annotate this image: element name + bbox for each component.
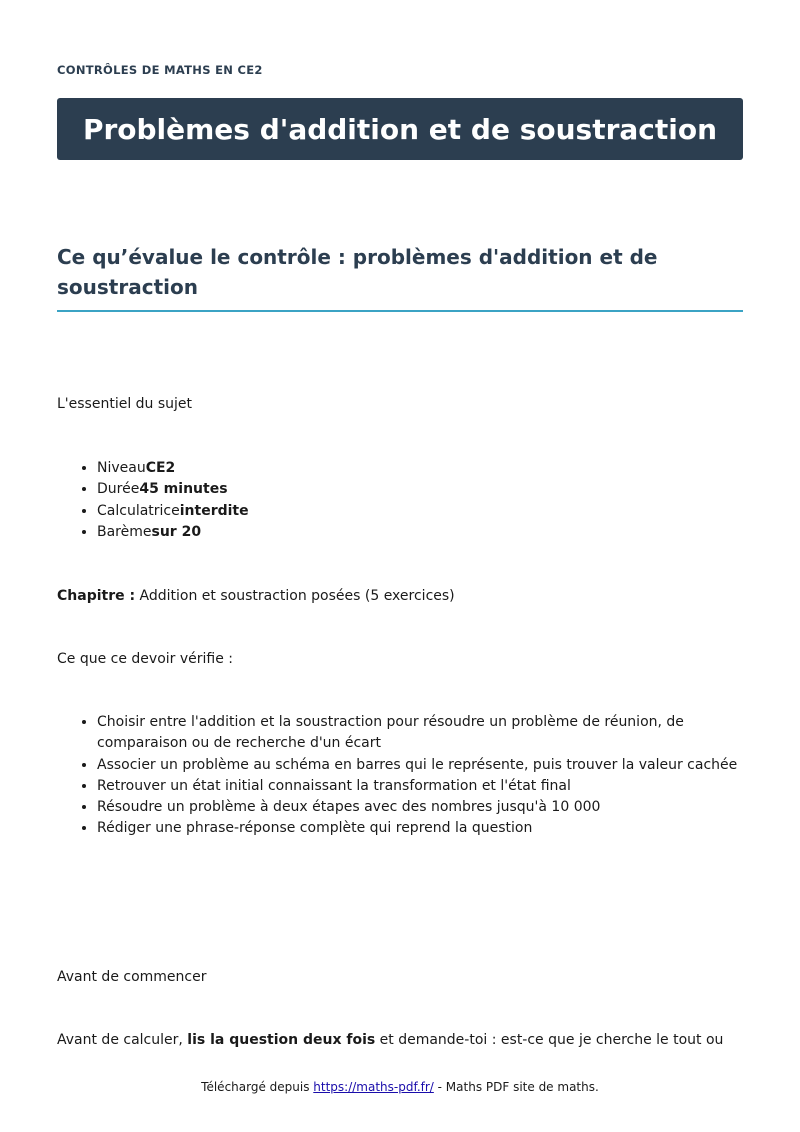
chapitre-line (57, 586, 455, 607)
page-footer (0, 1080, 800, 1094)
item-key: Barème (97, 523, 152, 540)
avant-text-bold: lis la question deux fois (187, 1032, 376, 1048)
essentiel-list (57, 458, 743, 543)
item-value: sur 20 (151, 523, 202, 540)
list-item: • Retrouver un état initial connaissant la transformation et l'état final (97, 776, 743, 797)
title-banner (57, 98, 743, 160)
item-value: interdite (179, 502, 249, 519)
footer-suffix: - Maths PDF site de maths. (433, 1080, 599, 1094)
list-item: • Associer un problème au schéma en barres qui le représente, puis trouver la valeur cachée (97, 755, 743, 776)
series-kicker: CONTRÔLES DE MATHS EN CE2 (57, 63, 263, 77)
list-item (97, 501, 743, 522)
section-heading: Ce qu’évalue le contrôle : problèmes d'addition et de soustraction (57, 242, 743, 312)
item-key: Durée (97, 481, 140, 498)
list-item: • Rédiger une phrase-réponse complète qui reprend la question (97, 818, 743, 839)
chapitre-text: Addition et soustraction posées (5 exercices) (135, 588, 455, 604)
list-item (97, 479, 743, 500)
verifie-list (57, 712, 743, 840)
footer-link[interactable]: https://maths-pdf.fr/ (313, 1080, 434, 1094)
essentiel-label: L'essentiel du sujet (57, 396, 193, 412)
chapitre-label: Chapitre : (57, 588, 136, 604)
item-value: 45 minutes (139, 481, 228, 498)
item-value: CE2 (145, 460, 176, 476)
footer-prefix: Téléchargé depuis (201, 1080, 314, 1094)
page-title: Problèmes d'addition et de soustraction (82, 112, 718, 146)
avant-text-start: Avant de calculer, (57, 1032, 188, 1048)
verifie-label: Ce que ce devoir vérifie : (57, 651, 234, 667)
avant-paragraph (57, 1030, 723, 1051)
list-item: • Résoudre un problème à deux étapes avec des nombres jusqu'à 10 000 (97, 797, 743, 818)
list-item (97, 522, 743, 543)
avant-label: Avant de commencer (57, 969, 207, 985)
list-item: • Choisir entre l'addition et la soustraction pour résoudre un problème de réunion, de comparaison ou de recherche d'un écart (97, 712, 743, 755)
item-key: Calculatrice (97, 502, 180, 519)
avant-text-end: et demande-toi : est-ce que je cherche le tout ou (375, 1032, 724, 1048)
item-key: Niveau (97, 460, 146, 476)
list-item (97, 458, 743, 479)
